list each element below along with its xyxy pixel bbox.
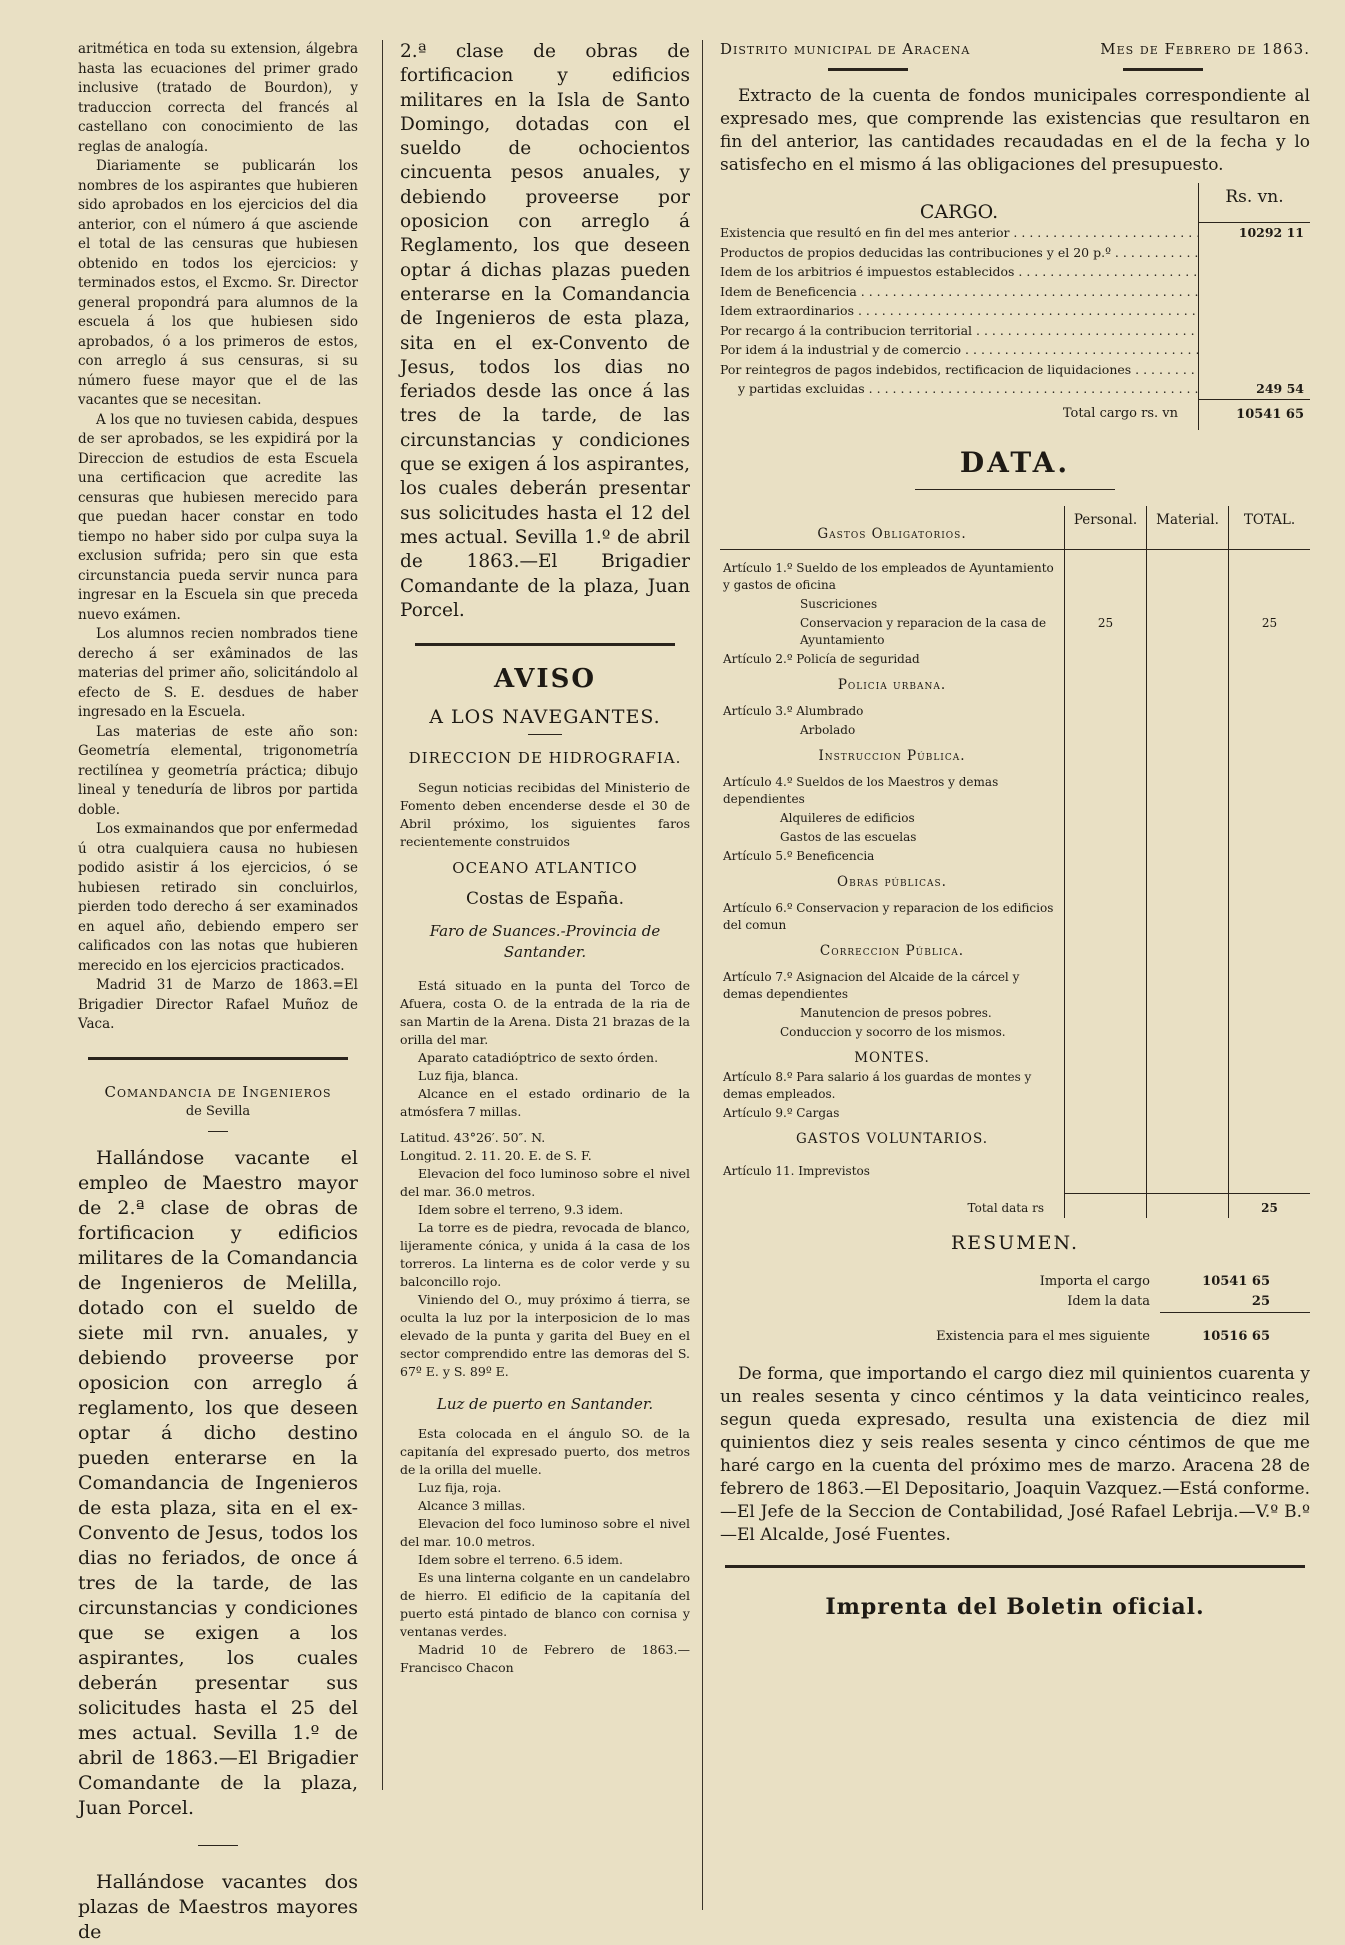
table-row — [720, 1004, 1310, 1023]
section-rule — [88, 1057, 348, 1060]
ornament-rule — [915, 489, 1115, 490]
table-row — [720, 614, 1310, 650]
cargo-row-label: Por idem á la industrial y de comercio . . . — [720, 340, 1198, 360]
table-row — [720, 961, 1310, 1004]
row-label: Manutencion de presos pobres. — [800, 1005, 992, 1020]
table-total-row — [720, 1194, 1310, 1219]
summary-value: 10541 65 — [1202, 1274, 1270, 1289]
paragraph: Alcance en el estado ordinario de la atmósfera 7 millas. — [400, 1086, 690, 1120]
data-total-value: 25 — [1229, 1194, 1311, 1219]
notice-paragraph: Hallándose vacante el empleo de Maestro mayor de 2.ª clase de obras de fortificacion y edificios militares de la Comandancia de Ingenieros de Melilla, dotado con el sueldo de siete mil rvn. anuales, y debiendo proveerse por oposicion con arreglo á reglamento, los que deseen optar á dicho destino pueden enterarse en la Comandancia de Ingenieros de esta plaza, sita en el ex-Convento de Jesus, todos los dias no feriados, de once á tres de la tarde, de las circunstancias y condiciones que se exigen a los aspirantes, los cuales deberán presentar sus solicitudes hasta el 25 del mes actual. Sevilla 1.º de abril de 1863.—El Brigadier Comandante de la plaza, Juan Porcel. — [78, 1147, 358, 1819]
table-row — [720, 1068, 1310, 1104]
section-subheading: de Sevilla — [185, 1103, 251, 1119]
row-label: Artículo 11. Imprevistos — [723, 1163, 870, 1178]
cargo-row — [720, 340, 1310, 360]
personal-value: 25 — [1065, 614, 1147, 650]
summary-value: 10516 65 — [1202, 1329, 1270, 1344]
row-label: Artículo 2.º Policía de seguridad — [723, 651, 920, 666]
resumen-title: RESUMEN. — [951, 1232, 1079, 1254]
row-label: Artículo 4.º Sueldos de los Maestros y demas dependientes — [723, 774, 999, 806]
cargo-row-amount: 249 54 — [1198, 379, 1310, 399]
latitude: Latitud. 43°26′. 50″. N. — [400, 1130, 546, 1146]
short-rule — [528, 734, 562, 735]
table-row — [720, 892, 1310, 935]
cargo-row — [720, 360, 1310, 380]
cargo-row-label: y partidas excluidas . . . — [720, 379, 1198, 399]
table-row — [720, 1023, 1310, 1042]
cargo-row — [720, 301, 1310, 321]
signature-line: Madrid 10 de Febrero de 1863.—Francisco Chacon — [400, 1642, 690, 1676]
summary-label: Existencia para el mes siguiente — [936, 1329, 1150, 1344]
costas-heading: Costas de España. — [465, 889, 625, 910]
table-row — [720, 740, 1310, 766]
cargo-row-label: Por reintegros de pagos indebidos, rectificacion de liquidaciones . . . — [720, 360, 1198, 380]
paragraph: Las materias de este año son: Geometría elemental, trigonometría rectilínea y geometría práctica; dibujo lineal y teneduría de libros por partida doble. — [78, 723, 358, 818]
table-row — [720, 1149, 1310, 1194]
row-label: Conservacion y reparacion de la casa de Ayuntamiento — [800, 615, 1047, 647]
cargo-row-label: Productos de propios deducidas las contribuciones y el 20 p.º . . . — [720, 243, 1198, 263]
data-total-label: Total data rs — [967, 1200, 1044, 1215]
table-row — [720, 1123, 1310, 1149]
table-row — [720, 828, 1310, 847]
column-3 — [720, 40, 1310, 1620]
paragraph: La torre es de piedra, revocada de blanco, lijeramente cónica, y unida á la casa de los torreros. La linterna es de color verde y su balconcillo rojo. — [400, 1220, 690, 1290]
row-label: Suscriciones — [800, 596, 878, 611]
table-row — [720, 669, 1310, 695]
table-row — [720, 847, 1310, 866]
cargo-row-amount — [1198, 282, 1310, 302]
header-rules — [720, 68, 1310, 71]
ocean-heading: OCEANO ATLANTICO — [452, 859, 638, 878]
row-label: Artículo 5.º Beneficencia — [723, 848, 875, 863]
direccion-heading: DIRECCION DE HIDROGRAFIA. — [408, 749, 682, 768]
closing-paragraph: De forma, que importando el cargo diez mil quinientos cuarenta y un reales sesenta y cinco céntimos y la data veinticinco reales, segun queda expresado, resulta una existencia de diez mil quinientos diez y seis reales sesenta y cinco céntimos de que me haré cargo en la cuenta del próximo mes de marzo. Aracena 28 de febrero de 1863.—El Depositario, Joaquin Vazquez.—Está conforme.—El Jefe de la Seccion de Contabilidad, José Rafael Lebrija.—V.º B.º—El Alcalde, José Fuentes. — [720, 1364, 1310, 1545]
row-label: Artículo 1.º Sueldo de los empleados de Ayuntamiento y gastos de oficina — [723, 560, 1054, 592]
table-row — [720, 1104, 1310, 1123]
cargo-table — [720, 223, 1310, 399]
paragraph: Elevacion del foco luminoso sobre el nivel del mar. 10.0 metros. — [400, 1516, 690, 1550]
paragraph: aritmética en toda su extension, álgebra hasta las ecuaciones del primer grado inclusive (tratado de Bourdon), y traduccion correcta del francés al castellano con conocimiento de las reglas de analogía. — [78, 41, 358, 155]
navegantes-heading: A LOS NAVEGANTES. — [429, 706, 661, 729]
longitude: Longitud. 2. 11. 20. E. de S. F. — [400, 1148, 592, 1164]
column-1 — [78, 40, 358, 1945]
row-label: Artículo 6.º Conservacion y reparacion de los edificios del comun — [723, 900, 1054, 932]
notice-paragraph: 2.ª clase de obras de fortificacion y edificios militares en la Isla de Santo Domingo, dotadas con el sueldo de ochocientos cincuenta pesos anuales, y debiendo proveerse por oposicion con arreglo á Reglamento, los que deseen optar á dichas plazas pueden enterarse en la Comandancia de Ingenieros de esta plaza, sita en el ex-Convento de Jesus, todos los dias no feriados desde las once á las tres de la tarde, de las circunstancias y condiciones que se exigen á los aspirantes, los cuales deberán presentar sus solicitudes hasta el 12 del mes actual. Sevilla 1.º de abril de 1863.—El Brigadier Comandante de la plaza, Juan Porcel. — [400, 41, 690, 621]
section-heading: Comandancia de Ingenieros — [104, 1082, 332, 1101]
paragraph: Esta colocada en el ángulo SO. de la capitanía del expresado puerto, dos metros de la orilla del muelle. — [400, 1426, 690, 1478]
section-label: MONTES. — [854, 1049, 930, 1066]
section-rule — [415, 643, 675, 646]
personal-header: Personal. — [1065, 506, 1147, 550]
section-label: GASTOS VOLUNTARIOS. — [795, 1130, 989, 1147]
paragraph: Los exmainandos que por enfermedad ú otra cualquiera causa no hubiesen podido asistir á los ejercicios, ó se hubiesen retirado sin concluirlos, pierden todo derecho á ser examinados en aquel año, debiendo empero ser calificados con las notas que hubieren merecido en los ejercicios practicados. — [78, 821, 358, 974]
paragraph: Idem sobre el terreno. 6.5 idem. — [418, 1552, 623, 1568]
column-divider-2 — [702, 40, 703, 1910]
paragraph: Los alumnos recien nombrados tiene derecho á ser exâminados de las materias del primer año, solicitándolo al efecto de S. E. desdues de haber ingresado en la Escuela. — [78, 626, 358, 720]
cargo-total-value: 10541 65 — [1198, 399, 1310, 430]
paragraph: Diariamente se publicarán los nombres de los aspirantes que hubieren sido aprobados en los ejercicios del dia anterior, con el número á que asciende el total de las censuras que hubiesen obtenido en todos los ejercicios: y terminados estos, el Excmo. Sr. Director general propondrá para alumnos de la escuela á los que hubiesen sido aprobados, ó a los primeros de estos, con arreglo á sus censuras, si su número fuese mayor que el de las vacantes que se necesitan. — [78, 158, 358, 408]
page-header — [720, 40, 1310, 58]
row-label: Arbolado — [800, 722, 856, 737]
column-divider-1 — [382, 40, 383, 1790]
table-row — [720, 766, 1310, 809]
cargo-row-label: Por recargo á la contribucion territorial . . . — [720, 321, 1198, 341]
table-row — [720, 721, 1310, 740]
total-header: TOTAL. — [1229, 506, 1311, 550]
table-header-row — [720, 506, 1310, 550]
cargo-row — [720, 223, 1310, 243]
lighthouse-title: Faro de Suances.-Provincia de Santander. — [429, 922, 661, 962]
aviso-heading: AVISO — [493, 664, 597, 695]
table-row — [720, 809, 1310, 828]
section-rule — [725, 1565, 1305, 1568]
section-label: Correccion Pública. — [819, 942, 965, 959]
summary-row — [720, 1292, 1310, 1313]
paragraph: Aparato catadióptrico de sexto órden. — [418, 1050, 659, 1066]
header-month: Mes de Febrero de 1863. — [1100, 40, 1310, 58]
summary-value: 25 — [1160, 1292, 1310, 1313]
gastos-header: Gastos Obligatorios. — [720, 506, 1065, 550]
paragraph: Luz fija, roja. — [418, 1480, 502, 1496]
section-label: Instruccion Pública. — [818, 747, 966, 764]
cargo-row-amount — [1198, 262, 1310, 282]
cargo-row-amount — [1198, 321, 1310, 341]
section-label: Policia urbana. — [837, 676, 947, 693]
table-row — [720, 866, 1310, 892]
printer-imprint: Imprenta del Boletin oficial. — [825, 1594, 1205, 1620]
cargo-row-amount — [1198, 301, 1310, 321]
paragraph: Viniendo del O., muy próximo á tierra, se oculta la luz por la interposicion de lo mas elevado de la punta y garita del Buey en el sector comprendido entre las demoras del S. 67º E. y S. 89º E. — [400, 1292, 690, 1380]
paragraph: Segun noticias recibidas del Ministerio de Fomento deben encenderse desde el 30 de Abril próximo, los siguientes faros recientemente construidos — [400, 780, 690, 850]
cargo-row-amount: 10292 11 — [1198, 223, 1310, 243]
table-row — [720, 1042, 1310, 1068]
summary-label: Importa el cargo — [1039, 1274, 1150, 1289]
row-label: Artículo 3.º Alumbrado — [723, 703, 864, 718]
cargo-row-amount — [1198, 340, 1310, 360]
header-rule — [828, 68, 908, 71]
cargo-total-label: Total cargo rs. vn — [1062, 405, 1178, 421]
paragraph: Es una linterna colgante en un candelabro de hierro. El edificio de la capitanía del puerto está pintado de blanco con cornisa y ventanas verdes. — [400, 1570, 690, 1640]
table-row — [720, 695, 1310, 721]
row-label: Conduccion y socorro de los mismos. — [780, 1024, 1006, 1039]
column-2 — [400, 40, 690, 1677]
row-label: Gastos de las escuelas — [780, 829, 917, 844]
summary-label: Idem la data — [1067, 1294, 1150, 1309]
table-row — [720, 650, 1310, 669]
row-label: Artículo 9.º Cargas — [723, 1105, 840, 1120]
cargo-row — [720, 262, 1310, 282]
paragraph: Alcance 3 millas. — [418, 1498, 526, 1514]
material-header: Material. — [1147, 506, 1229, 550]
lighthouse-title: Luz de puerto en Santander. — [436, 1395, 654, 1414]
cargo-row — [720, 282, 1310, 302]
row-label: Artículo 8.º Para salario á los guardas de montes y demas empleados. — [723, 1069, 1032, 1101]
row-label: Alquileres de edificios — [780, 810, 915, 825]
notice-paragraph: Hallándose vacantes dos plazas de Maestros mayores de — [78, 1871, 358, 1943]
paragraph: Idem sobre el terreno, 9.3 idem. — [418, 1202, 624, 1218]
cargo-row-label: Idem de los arbitrios é impuestos establecidos . . . — [720, 262, 1198, 282]
header-rule — [1123, 68, 1203, 71]
cargo-row-amount — [1198, 243, 1310, 263]
cargo-row-amount — [1198, 360, 1310, 380]
data-title: DATA. — [959, 445, 1071, 479]
table-row — [720, 595, 1310, 614]
cargo-row — [720, 379, 1310, 399]
header-district: Distrito municipal de Aracena — [720, 40, 971, 58]
cargo-row-label: Idem extraordinarios . . . — [720, 301, 1198, 321]
cargo-row — [720, 321, 1310, 341]
extract-intro: Extracto de la cuenta de fondos municipales correspondiente al expresado mes, que comprende las existencias que resultaron en fin del anterior, las cantidades recaudadas en el de la fecha y lo satisfecho en el mismo á las obligaciones del presupuesto. — [720, 86, 1310, 175]
signature-line: Madrid 31 de Marzo de 1863.=El Brigadier Director Rafael Muñoz de Vaca. — [78, 977, 358, 1032]
paragraph: Está situado en la punta del Torco de Afuera, costa O. de la entrada de la ria de san Martin de la Arena. Dista 21 brazas de la orilla del mar. — [400, 978, 690, 1048]
table-row — [720, 549, 1310, 595]
row-label: Artículo 7.º Asignacion del Alcaide de la cárcel y demas dependientes — [723, 969, 1020, 1001]
paragraph: A los que no tuviesen cabida, despues de ser aprobados, se les expidirá por la Direccion de estudios de esta Escuela una certificacion que acredite las censuras que hubiesen merecido para que puedan hacer constar en todo tiempo no haber sido por culpa suya la exclusion sufrida; pero sin que esta circunstancia pueda servir nunca para ingresar en la Escuela sin que preceda nuevo exámen. — [78, 411, 358, 623]
table-row — [720, 935, 1310, 961]
currency-label: Rs. vn. — [1198, 183, 1310, 223]
paragraph: Elevacion del foco luminoso sobre el nivel del mar. 36.0 metros. — [400, 1166, 690, 1200]
summary-row — [720, 1272, 1310, 1292]
paragraph: Luz fija, blanca. — [418, 1068, 519, 1084]
cargo-row-label: Idem de Beneficencia . . . — [720, 282, 1198, 302]
summary-row — [720, 1327, 1310, 1347]
section-label: Obras públicas. — [837, 873, 947, 890]
cargo-total-row — [720, 399, 1310, 430]
cargo-row-label: Existencia que resultó en fin del mes anterior . . . — [720, 223, 1198, 243]
cargo-title: CARGO. — [919, 201, 999, 223]
short-rule — [198, 1845, 238, 1846]
cargo-header — [720, 183, 1310, 223]
cargo-row — [720, 243, 1310, 263]
short-rule — [208, 1131, 228, 1132]
data-table — [720, 506, 1310, 1219]
total-value: 25 — [1229, 614, 1311, 650]
